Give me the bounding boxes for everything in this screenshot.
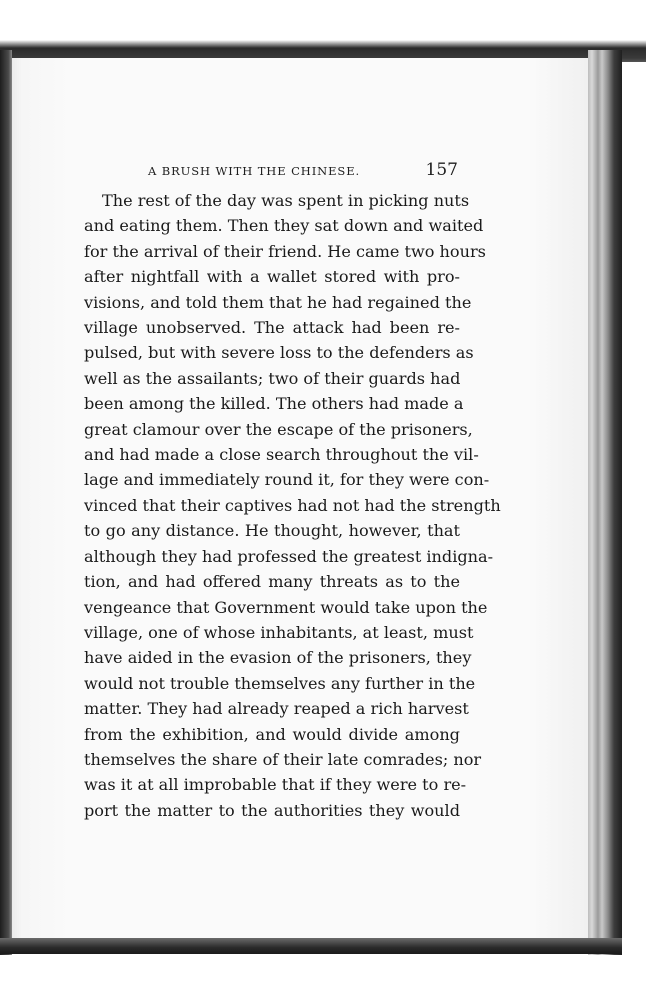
text-line: was it at all improbable that if they were to re- — [84, 775, 467, 795]
text-line: although they had professed the greatest indigna- — [84, 546, 494, 566]
book-cover-bottom-edge — [0, 938, 622, 954]
text-line: village unobserved. The attack had been re- — [84, 318, 460, 338]
book-cover-left-edge — [0, 50, 12, 955]
body-text — [84, 188, 501, 823]
text-line: to go any distance. He thought, however, that — [84, 521, 460, 541]
text-line: village, one of whose inhabitants, at least, must — [84, 622, 474, 642]
page-number: 157 — [425, 160, 458, 180]
text-line: and eating them. Then they sat down and waited — [84, 216, 484, 236]
text-line: would not trouble themselves any further in the — [84, 673, 476, 693]
text-line: vinced that their captives had not had the strength — [84, 495, 501, 515]
book-page-edges-right — [588, 50, 622, 955]
text-line: port the matter to the authorities they would — [84, 800, 460, 820]
book-cover-top-edge — [0, 0, 646, 62]
text-line: lage and immediately round it, for they were con- — [84, 470, 490, 490]
text-line: matter. They had already reaped a rich harvest — [84, 699, 469, 719]
text-line: great clamour over the escape of the prisoners, — [84, 419, 473, 439]
text-line: The rest of the day was spent in picking nuts — [102, 191, 470, 210]
text-line: pulsed, but with severe loss to the defenders as — [84, 343, 474, 363]
text-line: from the exhibition, and would divide among — [84, 724, 460, 744]
text-line: been among the killed. The others had made a — [84, 394, 464, 414]
text-line: after nightfall with a wallet stored with pro- — [84, 267, 460, 287]
text-line: and had made a close search throughout the vil- — [84, 445, 479, 465]
text-line: for the arrival of their friend. He came two hours — [84, 241, 486, 261]
running-head — [120, 158, 460, 188]
text-line: themselves the share of their late comrades; nor — [84, 749, 482, 769]
text-line: vengeance that Government would take upon the — [84, 597, 488, 617]
text-line: well as the assailants; two of their guards had — [84, 368, 461, 388]
text-line: have aided in the evasion of the prisoners, they — [84, 648, 472, 668]
text-line: visions, and told them that he had regained the — [84, 292, 472, 312]
running-head-title: A BRUSH WITH THE CHINESE. — [148, 164, 361, 178]
text-line: tion, and had offered many threats as to the — [84, 572, 460, 592]
